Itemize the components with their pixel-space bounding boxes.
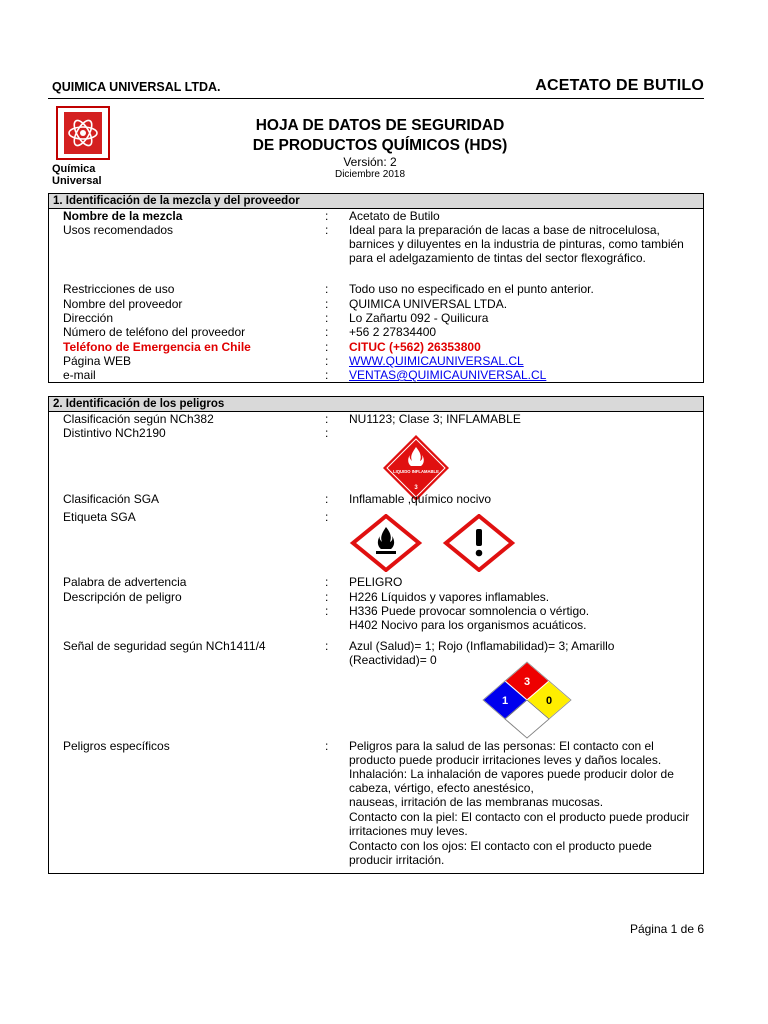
value-supplier-phone: +56 2 27834400 — [349, 325, 437, 339]
label-supplier-name: Nombre del proveedor — [63, 297, 183, 311]
placard-class: 3 — [414, 485, 418, 491]
value-safety-signal-1: Azul (Salud)= 1; Rojo (Inflamabilidad)= 3; Amarillo — [349, 639, 615, 653]
nfpa-health: 1 — [501, 695, 509, 707]
value-h336: H336 Puede provocar somnolencia o vértigo. — [349, 604, 590, 618]
company-logo — [52, 106, 110, 187]
value-restrictions: Todo uso no especificado en el punto anterior. — [349, 282, 594, 296]
nfpa-reactivity: 0 — [545, 695, 553, 707]
section-2-heading: 2. Identificación de los peligros — [49, 397, 703, 412]
value-specific-hazards-2: producto puede producir irritaciones leves y daños locales. — [349, 753, 662, 767]
document-date: Diciembre 2018 — [334, 169, 406, 180]
label-restrictions: Restricciones de uso — [63, 282, 175, 296]
label-specific-hazards: Peligros específicos — [63, 739, 170, 753]
value-h226: H226 Líquidos y vapores inflamables. — [349, 590, 550, 604]
nfpa-fire: 3 — [523, 676, 531, 688]
label-signal-word: Palabra de advertencia — [63, 575, 187, 589]
page-number: Página 1 de 6 — [629, 922, 704, 936]
section-1-heading: 1. Identificación de la mezcla y del proveedor — [49, 194, 703, 209]
company-name: QUIMICA UNIVERSAL LTDA. — [52, 80, 221, 94]
label-supplier-phone: Número de teléfono del proveedor — [63, 325, 246, 339]
value-h402: H402 Nocivo para los organismos acuáticos. — [349, 618, 587, 632]
label-email: e-mail — [63, 368, 96, 382]
value-sga: Inflamable ,químico nocivo — [349, 492, 492, 506]
label-recommended-uses: Usos recomendados — [63, 223, 174, 237]
value-specific-hazards-3: Inhalación: La inhalación de vapores puede producir dolor de — [349, 767, 674, 781]
ghs-flame-icon — [349, 514, 423, 572]
value-safety-signal-2: (Reactividad)= 0 — [349, 653, 437, 667]
product-name: ACETATO DE BUTILO — [535, 77, 704, 94]
document-version: Versión: 2 — [343, 155, 397, 169]
value-mixture-name: Acetato de Butilo — [349, 209, 440, 223]
ghs-exclamation-icon — [442, 514, 516, 572]
value-specific-hazards-7: irritaciones muy leves. — [349, 824, 468, 838]
value-recommended-uses-1: Ideal para la preparación de lacas a base de nitrocelulosa, — [349, 223, 660, 237]
section-2: 2. Identificación de los peligros Clasificación según NCh382 : NU1123; Clase 3; INFLAMABLE Distintivo NCh2190 : LIQUIDO INFLAMABLE 3 Clasificación SGA : Inflamable ,químico nocivo Etiqueta SGA : Palabra de advertencia : PELIGRO Descripción de peligro : H226 Líquidos y vapores inflamables. : H336 Puede provocar somnolencia o vértigo. H402 Nocivo para los organismos acuáticos. Señal de seguridad según NCh1411/4 : Azul (Salud)= 1; Rojo (Inflamabilidad)= 3; Amarillo (Reactividad)= 0 3 1 0 Peligros específicos : Peligros para la salud de las personas: El contacto con el producto puede producir irritaciones leves y daños locales. Inhalación: La inhalación de vapores puede producir dolor de cabeza, vértigo, efecto anestésico, nauseas, irritación de las membranas mucosas. Contacto con la piel: El contacto con el producto puede producir irritaciones muy leves. Contacto con los ojos: El contacto con el producto puede producir irritación. — [48, 396, 704, 874]
label-website: Página WEB — [63, 354, 132, 368]
value-recommended-uses-2: barnices y diluyentes en la industria de pinturas, como también — [349, 237, 684, 251]
label-hazard-description: Descripción de peligro — [63, 590, 182, 604]
value-specific-hazards-8: Contacto con los ojos: El contacto con el producto puede — [349, 839, 652, 853]
value-supplier-name: QUIMICA UNIVERSAL LTDA. — [349, 297, 508, 311]
header-divider — [48, 98, 704, 99]
value-specific-hazards-4: cabeza, vértigo, efecto anestésico, — [349, 781, 534, 795]
email-link[interactable]: VENTAS@QUIMICAUNIVERSAL.CL — [349, 368, 547, 382]
document-title-line1: HOJA DE DATOS DE SEGURIDAD — [255, 117, 505, 134]
logo-mark — [56, 106, 110, 160]
value-recommended-uses-3: para el adelgazamiento de tintas del sector flexográfico. — [349, 251, 646, 265]
label-mixture-name: Nombre de la mezcla — [63, 209, 183, 223]
label-emergency-phone: Teléfono de Emergencia en Chile — [63, 340, 251, 354]
value-signal-word: PELIGRO — [349, 575, 403, 589]
atom-icon — [64, 112, 102, 154]
label-safety-signal: Señal de seguridad según NCh1411/4 — [63, 639, 266, 653]
value-specific-hazards-1: Peligros para la salud de las personas: El contacto con el — [349, 739, 654, 753]
value-specific-hazards-6: Contacto con la piel: El contacto con el producto puede producir — [349, 810, 690, 824]
label-nch2190: Distintivo NCh2190 — [63, 426, 166, 440]
label-address: Dirección — [63, 311, 114, 325]
value-nch382: NU1123; Clase 3; INFLAMABLE — [349, 412, 521, 426]
website-link[interactable]: WWW.QUIMICAUNIVERSAL.CL — [349, 354, 524, 368]
nfpa-diamond-icon — [482, 661, 572, 739]
logo-text: Química Universal — [52, 163, 102, 187]
label-nch382: Clasificación según NCh382 — [63, 412, 214, 426]
value-address: Lo Zañartu 092 - Quilicura — [349, 311, 489, 325]
label-sga: Clasificación SGA — [63, 492, 160, 506]
section-1: 1. Identificación de la mezcla y del proveedor Nombre de la mezcla : Acetato de Butilo Usos recomendados : Ideal para la preparación de lacas a base de nitrocelulosa, barnices y diluyentes en la industria de pinturas, como también para el adelgazamiento de tintas del sector flexográfico. Restricciones de uso : Todo uso no especificado en el punto anterior. Nombre del proveedor : QUIMICA UNIVERSAL LTDA. Dirección : Lo Zañartu 092 - Quilicura Número de teléfono del proveedor : +56 2 27834400 Teléfono de Emergencia en Chile : CITUC (+562) 26353800 Página WEB : WWW.QUIMICAUNIVERSAL.CL e-mail : VENTAS@QUIMICAUNIVERSAL.CL — [48, 193, 704, 383]
value-specific-hazards-5: nauseas, irritación de las membranas mucosas. — [349, 795, 604, 809]
value-emergency-phone: CITUC (+562) 26353800 — [349, 340, 481, 354]
label-etiqueta-sga: Etiqueta SGA — [63, 510, 136, 524]
document-title-line2: DE PRODUCTOS QUÍMICOS (HDS) — [252, 137, 508, 154]
value-specific-hazards-9: producir irritación. — [349, 853, 445, 867]
placard-text: LIQUIDO INFLAMABLE — [393, 469, 439, 474]
